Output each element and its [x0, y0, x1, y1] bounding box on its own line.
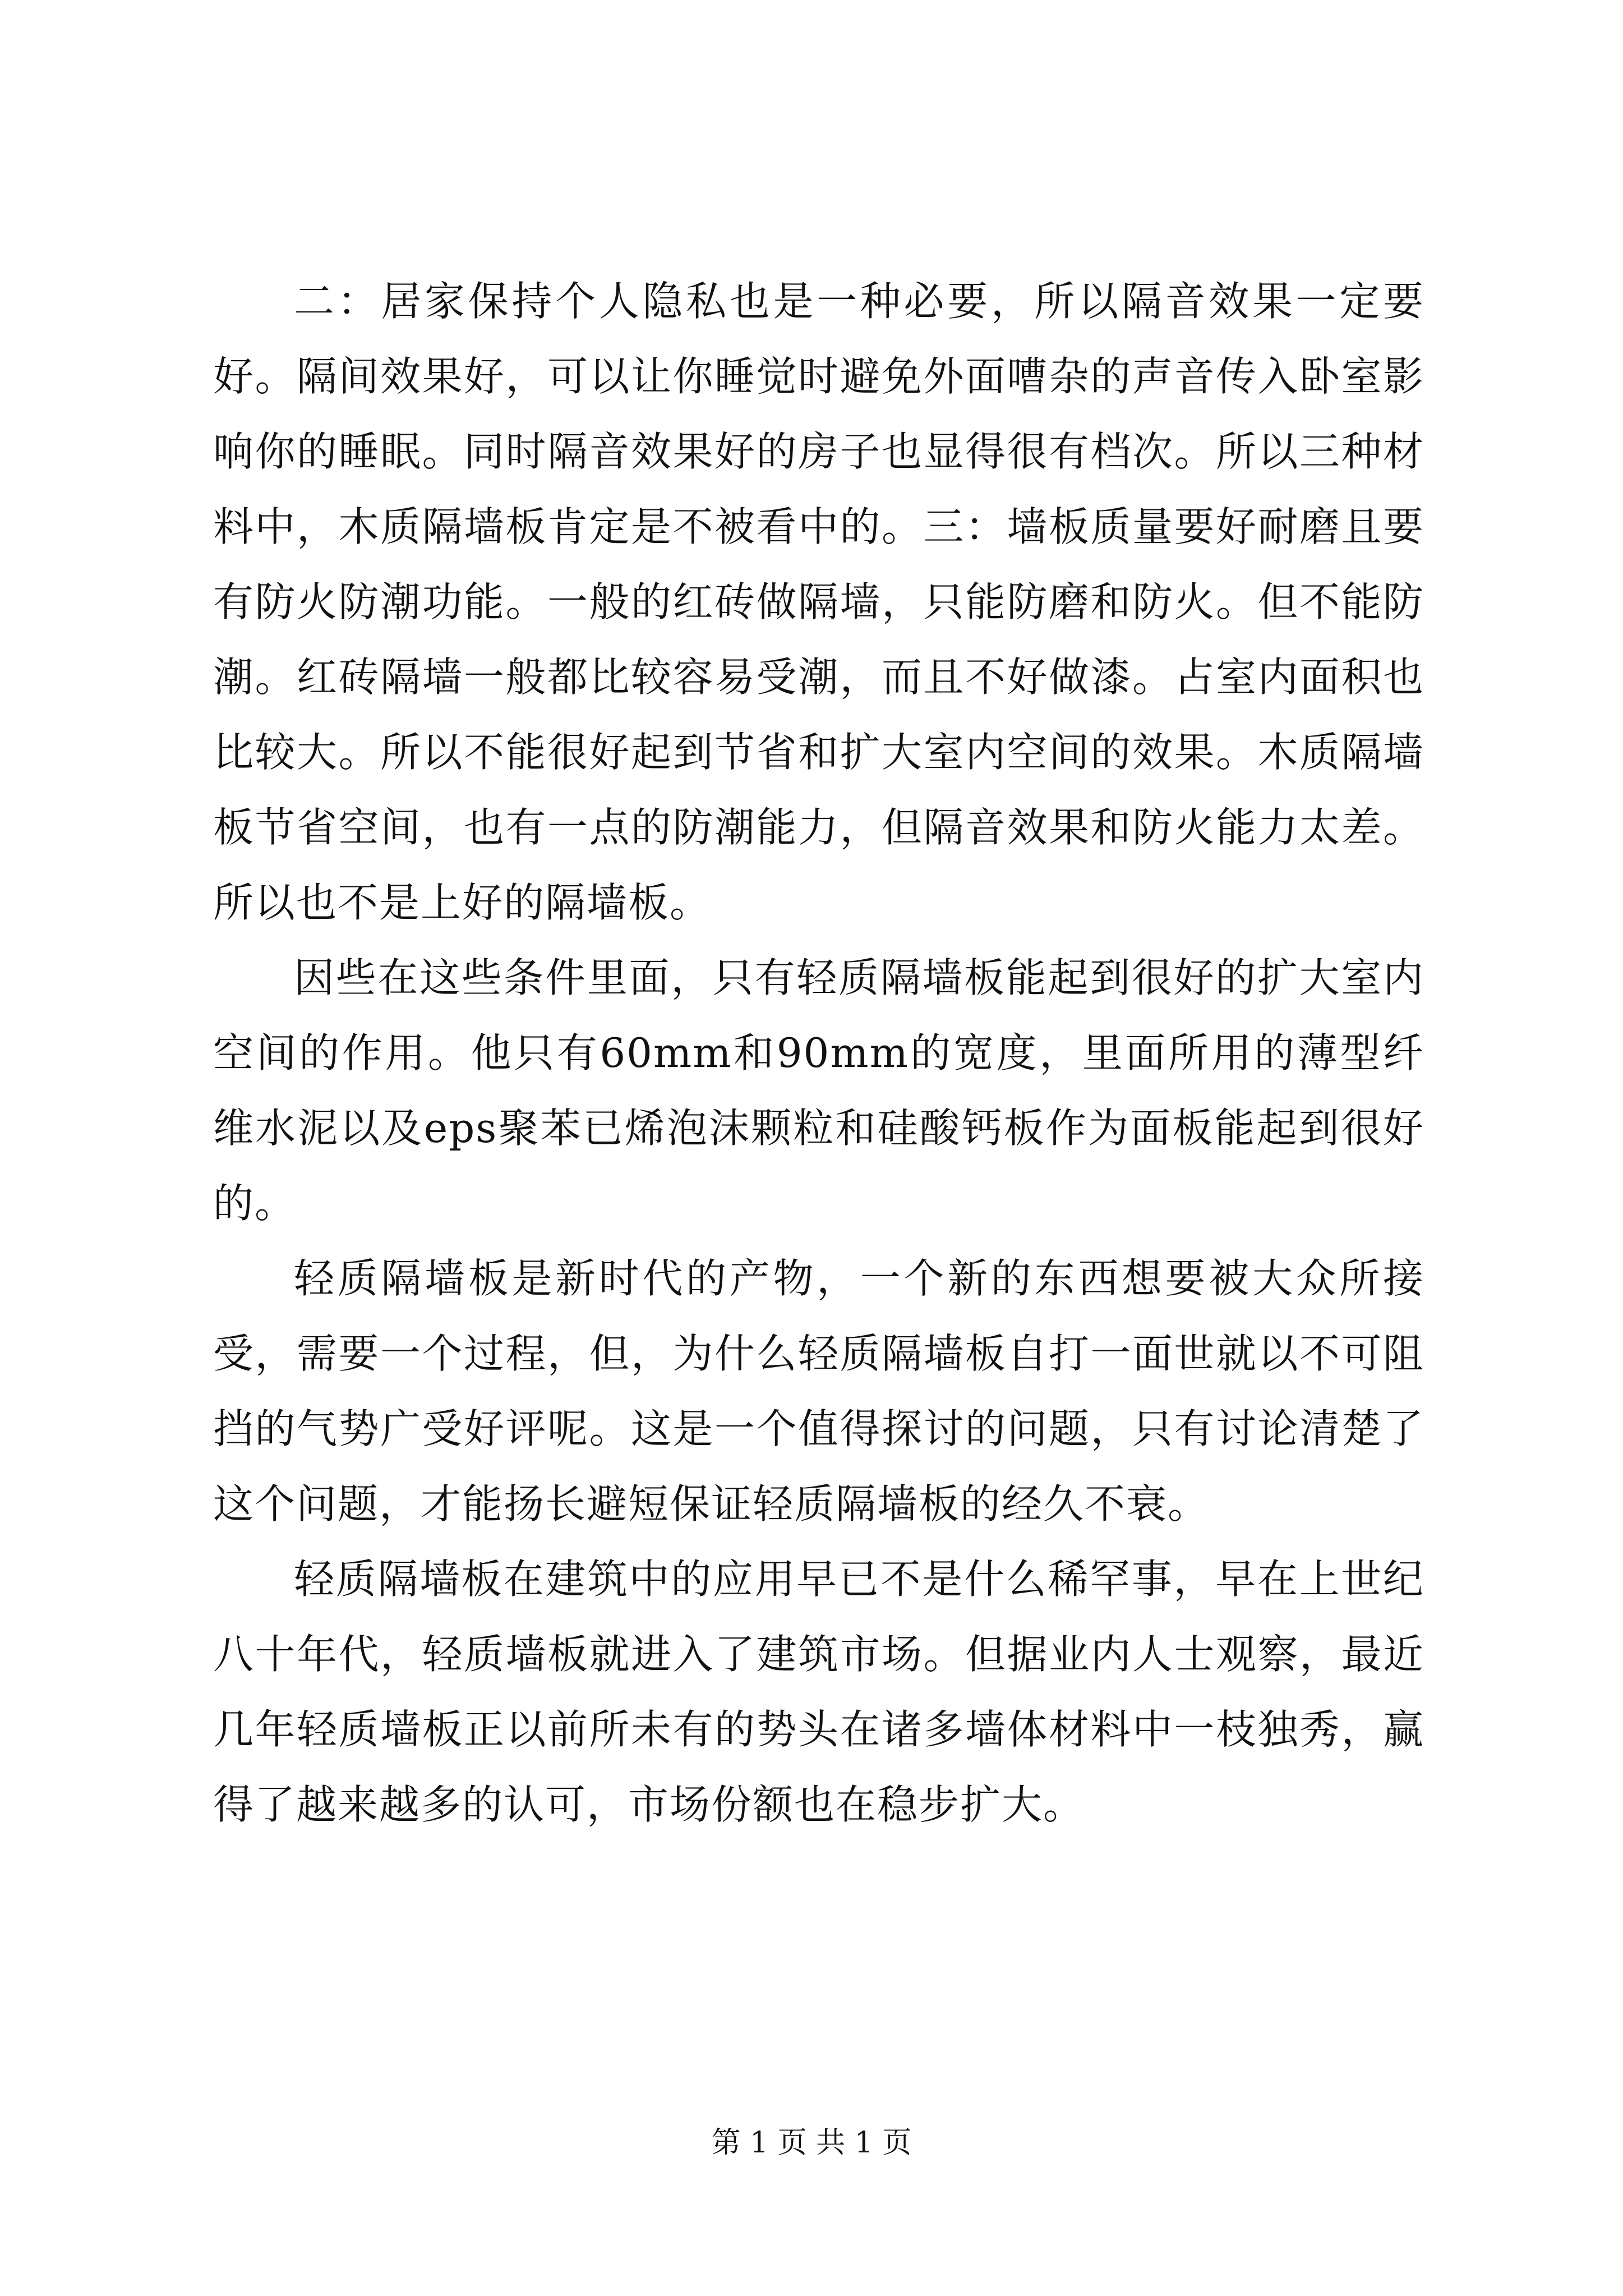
document-body	[213, 264, 1424, 1842]
paragraph-3: 轻质隔墙板是新时代的产物，一个新的东西想要被大众所接受，需要一个过程，但，为什么轻质隔墙板自打一面世就以不可阻挡的气势广受好评呢。这是一个值得探讨的问题，只有讨论清楚了这个问题，才能扬长避短保证轻质隔墙板的经久不衰。	[213, 1255, 1424, 1527]
paragraph-1: 二：居家保持个人隐私也是一种必要，所以隔音效果一定要好。隔间效果好，可以让你睡觉时避免外面嘈杂的声音传入卧室影响你的睡眠。同时隔音效果好的房子也显得很有档次。所以三种材料中，木质隔墙板肯定是不被看中的。三：墙板质量要好耐磨且要有防火防潮功能。一般的红砖做隔墙，只能防磨和防火。但不能防潮。红砖隔墙一般都比较容易受潮，而且不好做漆。占室内面积也比较大。所以不能很好起到节省和扩大室内空间的效果。木质隔墙板节省空间，也有一点的防潮能力，但隔音效果和防火能力太差。所以也不是上好的隔墙板。	[213, 278, 1424, 926]
page-footer: 第 1 页 共 1 页	[711, 2126, 912, 2160]
paragraph-2: 因些在这些条件里面，只有轻质隔墙板能起到很好的扩大室内空间的作用。他只有60mm和90mm的宽度，里面所用的薄型纤维水泥以及eps聚苯已烯泡沫颗粒和硅酸钙板作为面板能起到很好的。	[213, 954, 1424, 1227]
paragraph-4: 轻质隔墙板在建筑中的应用早已不是什么稀罕事，早在上世纪八十年代，轻质墙板就进入了建筑市场。但据业内人士观察，最近几年轻质墙板正以前所未有的势头在诸多墙体材料中一枝独秀，赢得了越来越多的认可，市场份额也在稳步扩大。	[213, 1556, 1424, 1828]
